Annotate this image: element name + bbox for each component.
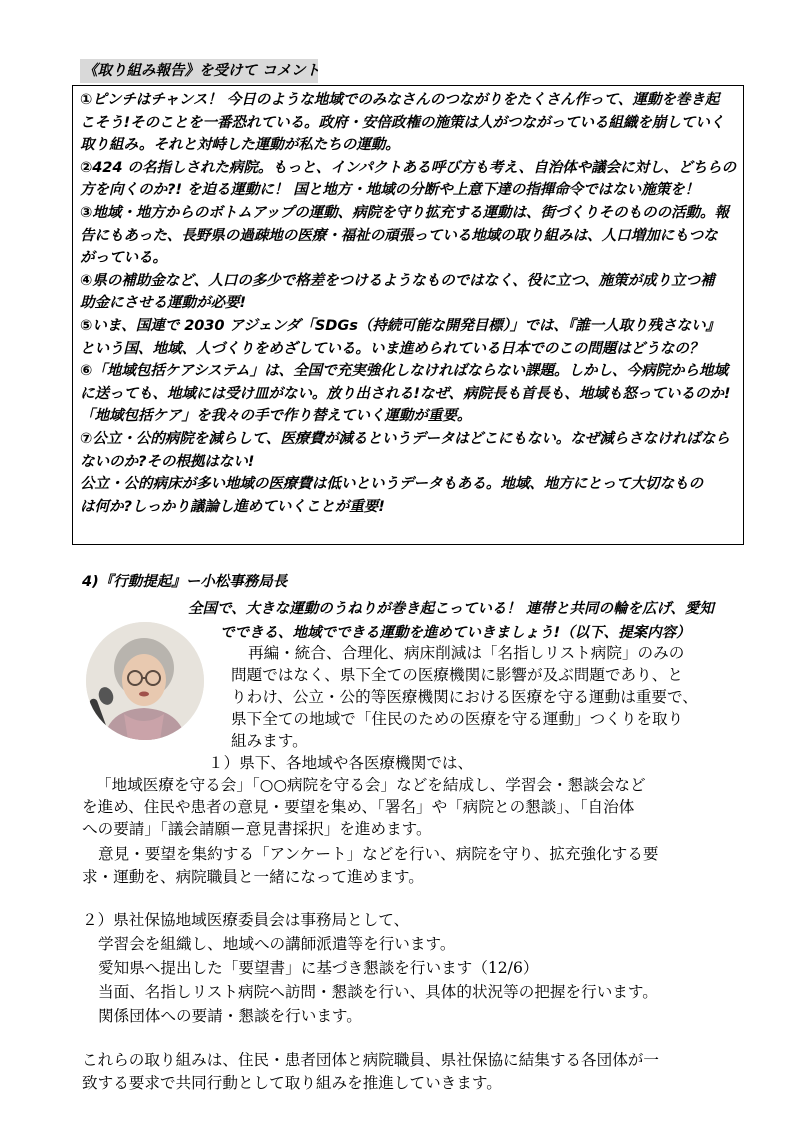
comment-line: 方を向くのか?! を迫る運動に！ 国と地方・地域の分断や上意下達の指揮命令ではない施策を！	[80, 181, 700, 199]
body-line: 県下全ての地域で「住民のための医療を守る運動」つくりを取り	[231, 710, 684, 728]
body-line: りわけ、公立・公的等医療機関における医療を守る運動は重要で、	[231, 688, 698, 706]
comment-line: ⑥「地域包括ケアシステム」は、全国で充実強化しなければならない課題。しかし、今病院から地域	[80, 362, 728, 380]
comment-line: 取り組み。それと対峙した運動が私たちの運動。	[80, 136, 400, 154]
speaker-photo	[86, 622, 204, 740]
comment-line: 「地域包括ケア」を我々の手で作り替えていく運動が重要。	[80, 407, 472, 425]
body-line: ２）県社保協地域医療委員会は事務局として、	[82, 911, 410, 929]
comment-line: 助金にさせる運動が必要!	[80, 294, 246, 312]
body-line: 「地域医療を守る会」「○○病院を守る会」などを結成し、学習会・懇談会など	[96, 776, 646, 794]
comment-line: ④県の補助金など、人口の多少で格差をつけるようなものではなく、役に立つ、施策が成り立つ補	[80, 271, 715, 289]
body-line: 関係団体への要請・懇談を行います。	[98, 1007, 362, 1025]
body-line: 学習会を組織し、地域への講師派遣等を行います。	[98, 935, 456, 953]
comment-line: こそう!そのことを一番恐れている。政府・安倍政権の施策は人がつながっている組織を崩していく	[80, 113, 725, 131]
body-line: これらの取り組みは、住民・患者団体と病院職員、県社保協に結集する各団体が一	[82, 1051, 659, 1069]
body-line: 致する要求で共同行動として取り組みを推進していきます。	[82, 1074, 502, 1092]
body-line: 求・運動を、病院職員と一緒になって進めます。	[82, 868, 424, 886]
body-line: 再編・統合、合理化、病床削減は「名指しリスト病院」のみの	[248, 644, 685, 662]
body-line: 愛知県へ提出した「要望書」に基づき懇談を行います（12/6）	[98, 959, 539, 977]
comment-line: がっている。	[80, 249, 167, 267]
section-title: 4)『行動提起』ー小松事務局長	[82, 574, 288, 590]
comment-line: ⑦公立・公的病院を減らして、医療費が減るというデータはどこにもない。なぜ減らさなければなら	[80, 429, 730, 447]
comment-line: ⑤いま、国連で 2030 アジェンダ「SDGs（持続可能な開発目標）」では、『誰一人取り残さない』	[80, 316, 721, 334]
lead-line: でできる、地域でできる運動を進めていきましょう!（以下、提案内容）	[220, 625, 691, 641]
comment-line: 告にもあった、長野県の過疎地の医療・福祉の頑張っている地域の取り組みは、人口増加にもつな	[80, 226, 718, 244]
comment-line: 公立・公的病床が多い地域の医療費は低いというデータもある。地域、地方にとって大切なもの	[80, 475, 703, 493]
body-line: １）県下、各地域や各医療機関では、	[208, 754, 474, 772]
comment-line: ①ピンチはチャンス！ 今日のような地域でのみなさんのつながりをたくさん作って、運動を巻き起	[80, 91, 720, 108]
body-line: を進め、住民や患者の意見・要望を集め、「署名」や「病院との懇談」、「自治体	[82, 798, 635, 816]
comment-line: ないのか?その根拠はない!	[80, 452, 255, 470]
comment-line: ③地域・地方からのボトムアップの運動、病院を守り拡充する運動は、街づくりそのものの活動。報	[80, 203, 729, 221]
body-line: への要請」「議会請願ー意見書採択」を進めます。	[82, 820, 432, 838]
comment-line: は何か?しっかり議論し進めていくことが重要!	[80, 497, 385, 515]
speaker-photo-illustration	[86, 622, 204, 740]
body-line: 意見・要望を集約する「アンケート」などを行い、病院を守り、拡充強化する要	[98, 845, 659, 863]
comment-box	[72, 85, 744, 545]
comment-line: に送っても、地域には受け皿がない。放り出される!なぜ、病院長も首長も、地域も怒っているのか!	[80, 384, 731, 402]
comment-line: ②424 の名指しされた病院。もっと、インパクトある呼び方も考え、自治体や議会に対し、どちらの	[80, 158, 736, 176]
body-line: 当面、名指しリスト病院へ訪問・懇談を行い、具体的状況等の把握を行います。	[98, 983, 658, 1001]
comment-heading: 《取り組み報告》を受けて コメント	[80, 59, 318, 83]
lead-line: 全国で、大きな運動のうねりが巻き起こっている！ 連帯と共同の輪を広げ、愛知	[188, 601, 714, 617]
body-line: 組みます。	[231, 732, 308, 750]
body-line: 問題ではなく、県下全ての医療機関に影響が及ぶ問題であり、と	[231, 666, 683, 684]
comment-line: という国、地域、人づくりをめざしている。いま進められている日本でのこの問題はどうなの？	[80, 339, 704, 357]
